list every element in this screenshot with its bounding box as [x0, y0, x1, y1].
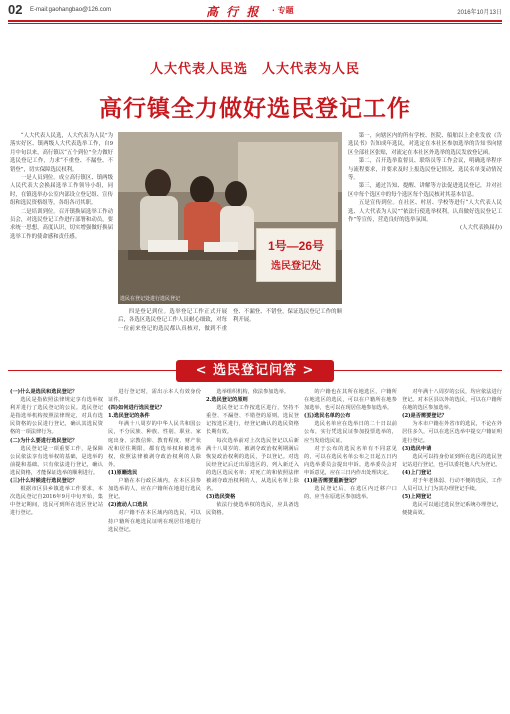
slogan: 人大代表人民选 人大代表为人民 [149, 62, 360, 77]
paragraph: 二是培训到位。召开镇换届选举工作动员会，对选民登记工作进行部署和动员，要求统一思想，高度认识，切实增强做好换届选举工作的使命感和责任感。 [10, 208, 113, 240]
registration-desk-sign [256, 228, 336, 282]
paragraph: 四是登记到位。选举登记工作正式开展后，各选区选民登记工作人员耐心细致，对每一位前来登记的选民都认真核对，做到不重登、不漏登、不错登，保证选民登记工作的顺利开展。 [118, 309, 342, 332]
photo-caption: 选民在登记处进行选民登记 [120, 296, 181, 302]
answer-paragraph: 选举组织机构，依法参加选举。 [216, 389, 290, 395]
qa-section-banner [8, 360, 502, 382]
qa-column-5 [402, 388, 502, 706]
answer-paragraph: 对户籍不在本区域内的选民，可以持户籍所在地选民证明在现居住地进行选民登记。 [108, 510, 201, 533]
answer-paragraph: 选民是指依照法律规定享有选举权利并进行了选民登记的公民。选民登记是指选举机构按照法律规定，对具有选民资格的公民进行登记，确认其选民资格的一项法律行为。 [10, 397, 103, 436]
answer-paragraph: 选民登记后，在选区内迁移户口的，应当在原选区参加选举。 [304, 486, 397, 501]
answer-paragraph: 对于年老体弱、行动不便的选民，工作人员可以上门为其办理登记手续。 [402, 478, 502, 493]
question-heading: (3)选民申请 [402, 445, 432, 452]
answer-paragraph: 对于公布的选民名单有不同意见的，可以在选民名单公布之日起五日内向选举委员会提出申诉。选举委员会对申诉意见，应在三日内作出处理决定。 [304, 445, 397, 476]
paragraph: 五是宣传到位。在社区、村居、学校等进行“人大代表人民选、人大代表为人民”“依法行使选举权利，认真做好选民登记工作”等宣传，营造良好的选举氛围。 [348, 200, 502, 224]
page-number: 02 [8, 2, 23, 17]
paragraph: “人大代表人民选，人大代表为人民”为落实好区、镇两级人大代表选举工作，自9月中旬以来，高行镇以“五个到位”全力做好选民登记工作，力求“不重登、不漏登、不错登”，切实保障选民权利。 [10, 133, 113, 173]
section-label: · 专题 [272, 5, 294, 15]
question-heading: (1)是否需要重新登记？ [304, 478, 360, 485]
question-heading: (五)选民名单的公布 [304, 413, 351, 420]
qa-column-3 [206, 388, 299, 706]
header-rule [8, 20, 502, 22]
question-heading: 1.选民登记的条件 [108, 413, 150, 420]
question-heading: (5)上网登记 [402, 494, 432, 501]
answer-paragraph: 进行登记时，需出示本人有效身份证件。 [108, 389, 201, 404]
question-heading: (2)流动人口选民 [108, 502, 148, 509]
intro-right-column [348, 132, 502, 342]
email-address: E-mail:gaohangbao@126.com [30, 7, 112, 13]
headline: 高行镇全力做好选民登记工作 [99, 95, 411, 122]
answer-paragraph: 选民登记是一项重要工作，是保障公民依法享有选举权的基础，是选举的前提和基础。只有依法进行登记，确认选民资格，才能保证选举的顺利进行。 [10, 445, 103, 476]
question-heading: (二)为什么要进行选民登记？ [10, 437, 78, 444]
issue-date: 2016年10月13日 [457, 10, 502, 16]
header-rule-thin [8, 23, 502, 24]
newspaper-masthead: 高 行 报 [206, 5, 261, 19]
answer-paragraph: 每次选举前对上次选民登记以后新满十八周岁的、被剥夺政治权利期满后恢复政治权利的选民，予以登记。对选民经登记后迁出原选区的，列入新迁入的选区选民名单；对死亡的和依照法律被剥夺政治权利的人，从选民名单上除名。 [206, 437, 299, 493]
answer-paragraph: 对年满十八周岁的公民，均应依法进行登记。对本区县以外的选民，可以在户籍所在地的选区参加选举。 [402, 389, 502, 412]
paragraph: 第一，向辖区内的所有学校、医院、船舶以上企业发放《告选民书》告知成年选民，对选定在本社区参加选举的告知书向辖区全部社区张贴，对流定在本社区外选举的选民发放登记函。 [348, 133, 502, 156]
question-heading: (1)原籍选民 [108, 469, 138, 476]
answer-paragraph: 户籍在本行政区域内，在本区县参加选举的人，应在户籍所在地进行选民登记。 [108, 478, 201, 501]
answer-paragraph: 年满十八周岁的中华人民共和国公民，不分民族、种族、性别、职业、家庭出身、宗教信仰、教育程度、财产状况和居住期限，都有选举权和被选举权，依照法律被剥夺政治权利的人除外。 [108, 421, 201, 468]
question-heading: (一)什么是选民和选民登记？ [10, 389, 78, 395]
qa-section-title: < 选民登记问答 > [176, 360, 334, 382]
sign-number: 1号—26号 [267, 239, 325, 253]
answer-paragraph: 为本市户籍在外省市的选民，不论在外居住多久，可以在选区选举中提交户籍证明进行登记。 [402, 421, 502, 444]
paragraph: 第三，通过告知、提醒、讲解等方法促进选民登记，并对社区中每个选区中的每个选区每个选民核对其基本信息。 [348, 183, 502, 198]
mid-text-block [118, 308, 342, 352]
page-header [8, 4, 502, 18]
answer-paragraph: 选民可以通过选民登记系统办理登记，便捷高效。 [402, 502, 502, 517]
question-heading: (2)是否需要登记？ [402, 413, 447, 420]
question-heading: 2.选民登记的原则 [206, 397, 248, 404]
question-heading: (四)如何进行选民登记？ [108, 405, 165, 412]
answer-paragraph: 依法行使选举权的选民，应具备选民资格。 [206, 502, 299, 517]
answer-paragraph: 选民可以持身份证到所在选区的选民登记站进行登记，也可以委托他人代为登记。 [402, 453, 502, 468]
qa-column-1 [10, 388, 103, 706]
sign-title: 选民登记处 [271, 261, 321, 272]
paragraph: 一是人员到位。成立高行镇区、镇两级人民代表大会换届选举工作领导小组，同时，在镇选举办公室内部设立登记组、宣传组和选民资格组等，各组各司其职。 [10, 175, 113, 207]
paragraph: 第二，召开选举监督员、联络员等工作会议，明确选举程序与流程要求，并要求及时上报选民登记情况、选民名单变动情况等。 [348, 158, 502, 182]
answer-paragraph: 选民登记工作按选区进行，坚持不重登、不漏登、不错登的原则。选民登记按选区进行，经登记确认的选民资格长期有效。 [206, 405, 299, 436]
signoff: (人大代表换届办) [460, 225, 502, 232]
news-photo [118, 132, 342, 304]
question-heading: (4)上门登记 [402, 469, 432, 476]
question-heading: (3)选民资格 [206, 494, 236, 501]
answer-paragraph: 根据市区县乡镇选举工作要求，本次选民登记自2016年9月中旬开始，集中登记期间，选民可到所在选区登记站进行登记。 [10, 486, 103, 517]
question-heading: (三)什么时候进行选民登记？ [10, 478, 78, 485]
answer-paragraph: 选民名单应在选举日的二十日以前公布，实行凭选民证参加投票选举的，应当发给选民证。 [304, 421, 397, 444]
qa-column-4 [304, 388, 397, 706]
qa-column-2 [108, 388, 201, 706]
intro-left-column [10, 132, 113, 322]
answer-paragraph: 的户籍也在其所在地选区，户籍所在地选区的选民，可以在户籍所在地参加选举，也可以在现居住地参加选举。 [304, 389, 397, 412]
